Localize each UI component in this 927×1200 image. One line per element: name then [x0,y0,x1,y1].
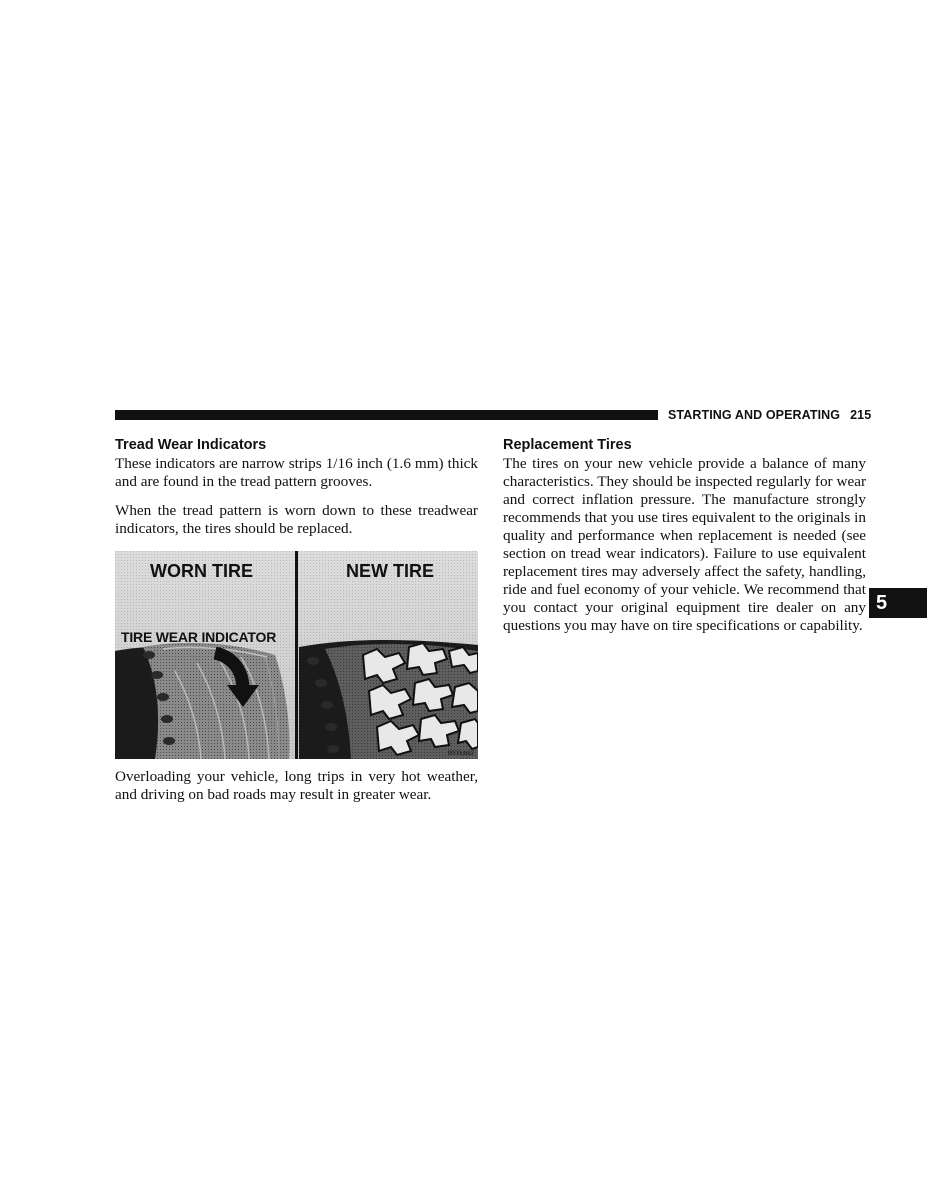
tread-wear-paragraph-2: When the tread pattern is worn down to these treadwear indicators, the tires should be replaced. [115,502,478,537]
new-tire-label: NEW TIRE [346,561,434,581]
tire-wear-indicator-label: TIRE WEAR INDICATOR [121,629,277,645]
section-tab: 5 [869,588,927,618]
tread-wear-paragraph-1: These indicators are narrow strips 1/16 inch (1.6 mm) thick and are found in the tread pattern grooves. [115,455,478,490]
worn-tire-label: WORN TIRE [150,561,253,581]
tread-wear-heading: Tread Wear Indicators [115,437,267,453]
replacement-tires-paragraph: The tires on your new vehicle provide a balance of many characteristics. They should be inspected regularly for wear and correct inflation pressure. The manufacture strongly recommends that you use tires equivalent to the originals in quality and performance when replacement is needed (see section on tread wear indicators). Failure to use equivalent replacement tires may adversely affect the safety, handling, ride and fuel economy of your vehicle. We recommend that you contact your original equipment tire dealer on any questions you may have on tire specifications or capability. [503,455,866,634]
running-header [668,408,871,422]
figure-code: 9000cbb2 [447,751,474,757]
page-number: 215 [850,408,872,422]
left-column [115,436,478,804]
tire-wear-figure [115,551,478,759]
worn-tire-image [115,643,289,759]
section-title: STARTING AND OPERATING [668,408,841,422]
tire-illustration [115,551,478,759]
new-tire-image [299,640,478,759]
header-rule [115,410,658,420]
replacement-tires-heading: Replacement Tires [503,437,632,453]
right-column [503,436,866,635]
overloading-paragraph: Overloading your vehicle, long trips in very hot weather, and driving on bad roads may result in greater wear. [115,768,478,803]
